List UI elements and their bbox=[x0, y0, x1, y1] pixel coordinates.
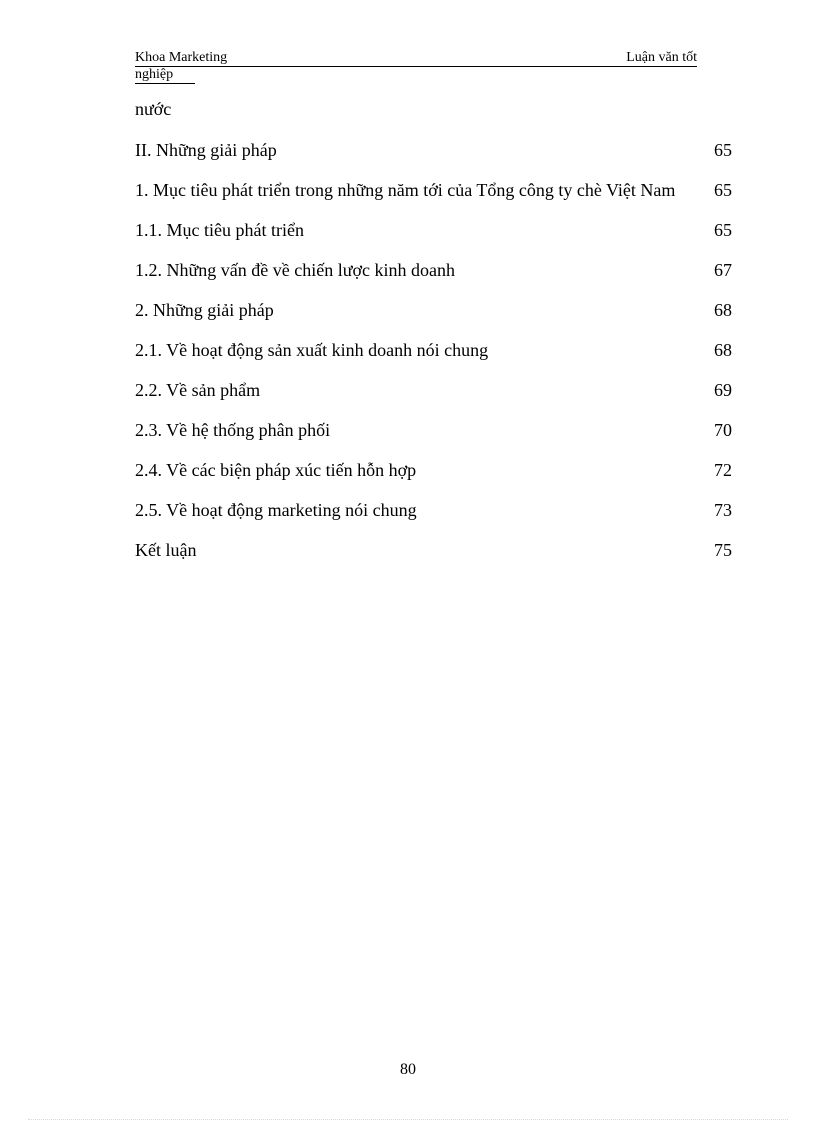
toc-entry bbox=[135, 334, 732, 366]
toc-entry bbox=[135, 254, 732, 286]
toc-entry-page: 73 bbox=[714, 500, 732, 520]
header-document-type: Luận văn tốt bbox=[626, 50, 697, 65]
toc-entry-page: 65 bbox=[714, 140, 732, 160]
toc-entry-title: 2.4. Về các biện pháp xúc tiến hỗn hợp bbox=[135, 460, 417, 480]
header-department: Khoa Marketing bbox=[135, 50, 228, 65]
toc-entry bbox=[135, 374, 732, 406]
table-of-contents bbox=[135, 96, 732, 566]
toc-entry-page: 68 bbox=[714, 300, 732, 320]
toc-entry-title: 2.1. Về hoạt động sản xuất kinh doanh nói chung bbox=[135, 340, 489, 360]
toc-entry bbox=[135, 534, 732, 566]
toc-entry-page: 65 bbox=[714, 220, 732, 240]
toc-entry bbox=[135, 494, 732, 526]
toc-entry-title: II. Những giải pháp bbox=[135, 140, 277, 160]
toc-entry bbox=[135, 454, 732, 486]
toc-continuation-text: nước bbox=[135, 99, 172, 119]
toc-entry bbox=[135, 414, 732, 446]
toc-entry bbox=[135, 214, 732, 246]
toc-entry-page: 65 bbox=[714, 180, 732, 200]
toc-entry-title: 1. Mục tiêu phát triển trong những năm tới của Tổng công ty chè Việt Nam bbox=[135, 180, 676, 200]
toc-entry bbox=[135, 294, 732, 326]
toc-entry-page: 69 bbox=[714, 380, 732, 400]
toc-entry-title: 1.2. Những vấn đề về chiến lược kinh doanh bbox=[135, 260, 455, 280]
toc-entry-title: Kết luận bbox=[135, 540, 197, 560]
toc-entry bbox=[135, 134, 732, 166]
page-header bbox=[135, 50, 697, 84]
toc-entry-page: 68 bbox=[714, 340, 732, 360]
toc-entry-page: 72 bbox=[714, 460, 732, 480]
toc-entry bbox=[135, 174, 732, 206]
toc-entry-page: 75 bbox=[714, 540, 732, 560]
toc-entry-title: 2.2. Về sản phẩm bbox=[135, 380, 261, 400]
header-line bbox=[135, 50, 697, 67]
header-wrap-text: nghiệp bbox=[135, 67, 195, 84]
page-number: 80 bbox=[400, 1061, 416, 1078]
page-edge-divider bbox=[28, 1119, 788, 1120]
toc-entry-title: 2. Những giải pháp bbox=[135, 300, 274, 320]
toc-entry-title: 1.1. Mục tiêu phát triển bbox=[135, 220, 304, 240]
toc-entry-title: 2.3. Về hệ thống phân phối bbox=[135, 420, 331, 440]
toc-entry-title: 2.5. Về hoạt động marketing nói chung bbox=[135, 500, 417, 520]
toc-entry-page: 67 bbox=[714, 260, 732, 280]
toc-entry-page: 70 bbox=[714, 420, 732, 440]
